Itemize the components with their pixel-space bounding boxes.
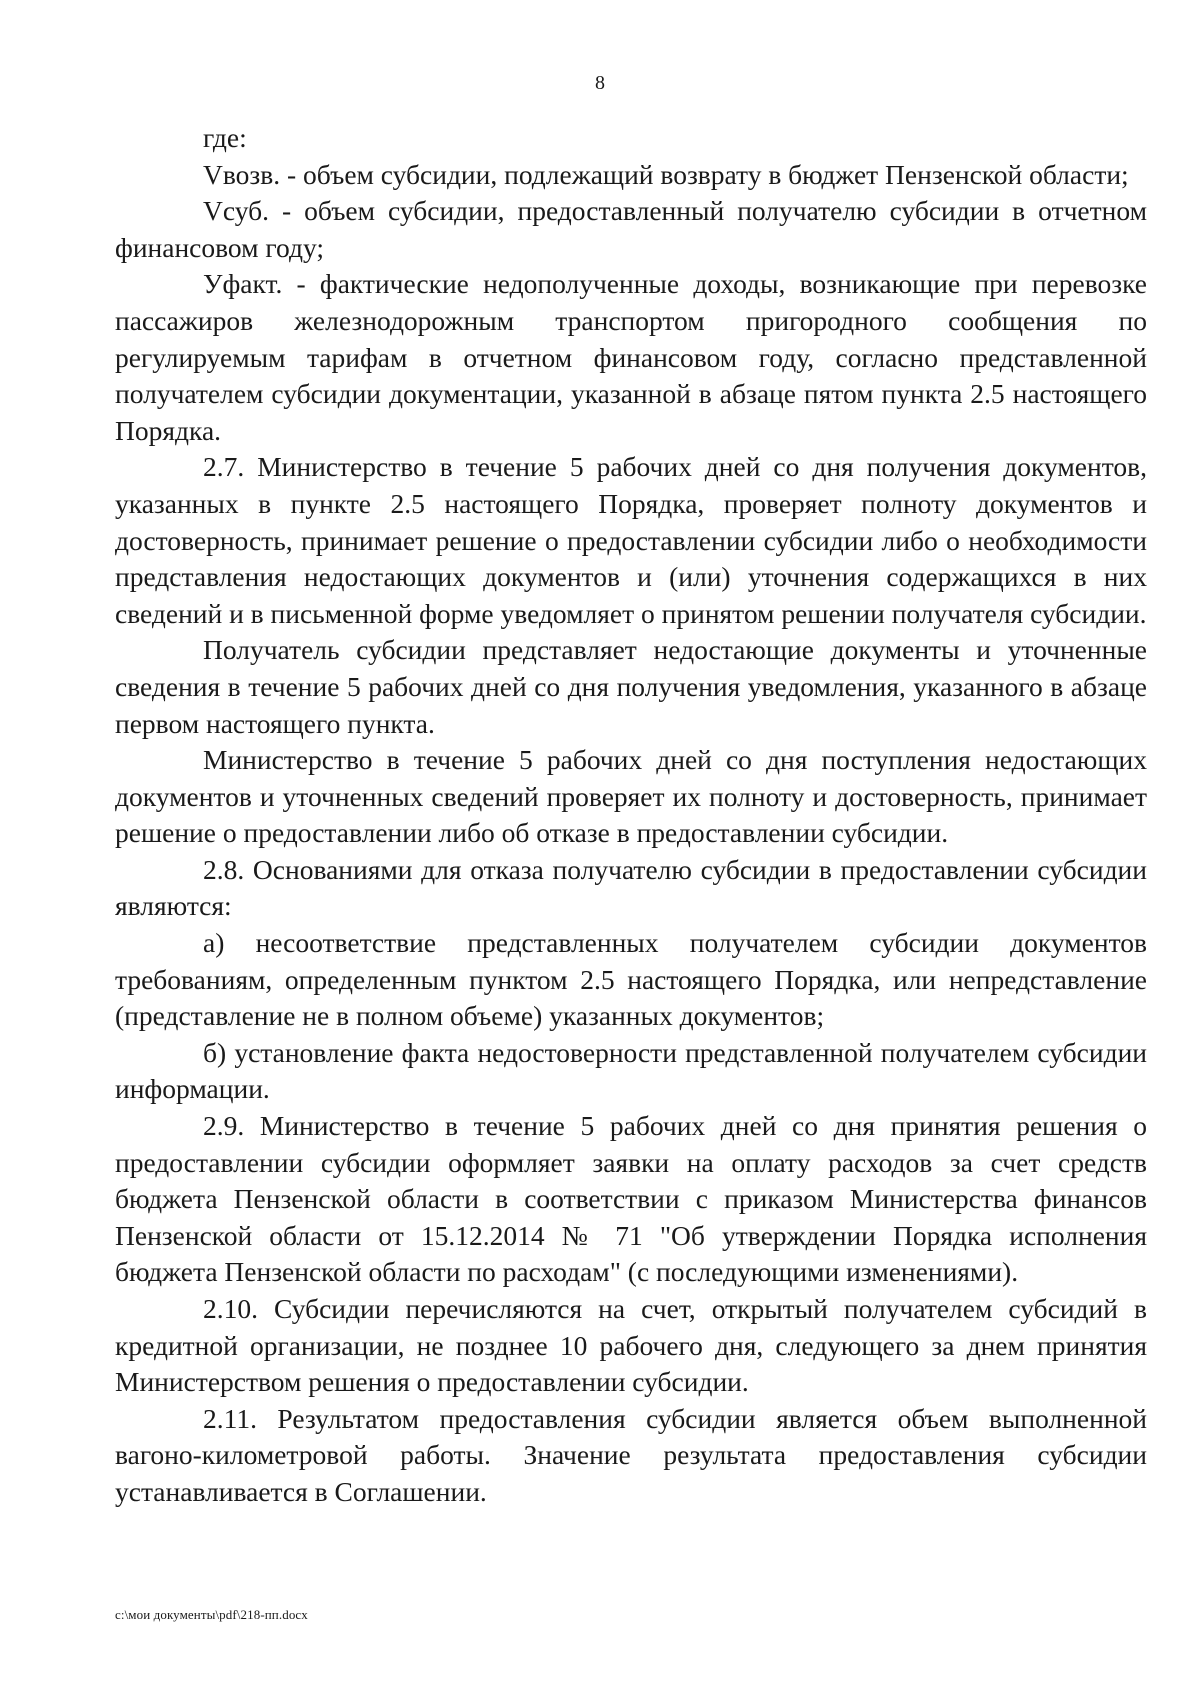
paragraph-v-sub: Vсуб. - объем субсидии, предоставленный получателю субсидии в отчетном финансовом году; <box>115 195 1147 263</box>
paragraph-2-8-a: а) несоответствие представленных получателем субсидии документов требованиям, определенным пунктом 2.5 настоящего Порядка, или непредставление (представление не в полном объеме) указанных документов; <box>115 927 1147 1032</box>
paragraph-2-10: 2.10. Субсидии перечисляются на счет, открытый получателем субсидий в кредитной организации, не позднее 10 рабочего дня, следующего за днем принятия Министерством решения о предоставлении субсидии. <box>115 1293 1147 1398</box>
paragraph-2-8-b: б) установление факта недостоверности представленной получателем субсидии информации. <box>115 1036 1147 1105</box>
paragraph-where: где: <box>203 122 247 153</box>
paragraph-v-return: Vвозв. - объем субсидии, подлежащий возврату в бюджет Пензенской области; <box>203 158 1129 190</box>
paragraph-2-11: 2.11. Результатом предоставления субсидии является объем выполненной вагоно-километровой работы. Значение результата предоставления субсидии устанавливается в Соглашении. <box>115 1402 1147 1507</box>
paragraph-u-fact: Уфакт. - фактические недополученные доходы, возникающие при перевозке пассажиров железнодорожным транспортом пригородного сообщения по регулируемым тарифам в отчетном финансовом году, согласно представленной получателем субсидии документации, указанной в абзаце пятом пункта 2.5 настоящего Порядка. <box>115 268 1147 446</box>
paragraph-2-8: 2.8. Основаниями для отказа получателю субсидии в предоставлении субсидии являются: <box>115 853 1147 922</box>
footer-file-path: c:\мои документы\pdf\218-пп.docx <box>115 1607 308 1622</box>
paragraph-recipient-submits: Получатель субсидии представляет недостающие документы и уточненные сведения в течение 5 рабочих дней со дня получения уведомления, указанного в абзаце первом настоящего пункта. <box>115 634 1147 739</box>
paragraph-2-7: 2.7. Министерство в течение 5 рабочих дней со дня получения документов, указанных в пункте 2.5 настоящего Порядка, проверяет полноту документов и достоверность, принимает решение о предоставлении субсидии либо о необходимости представления недостающих документов и (или) уточнения содержащихся в них сведений и в письменной форме уведомляет о принятом решении получателя субсидии. <box>115 451 1147 629</box>
paragraph-2-9: 2.9. Министерство в течение 5 рабочих дней со дня принятия решения о предоставлении субсидии оформляет заявки на оплату расходов за счет средств бюджета Пензенской области в соответствии с приказом Министерства финансов Пензенской области от 15.12.2014 № 71 "Об утверждении Порядка исполнения бюджета Пензенской области по расходам" (с последующими изменениями). <box>115 1110 1147 1288</box>
document-body <box>115 120 1147 1511</box>
paragraph-ministry-checks: Министерство в течение 5 рабочих дней со дня поступления недостающих документов и уточненных сведений проверяет их полноту и достоверность, принимает решение о предоставлении либо об отказе в предоставлении субсидии. <box>115 744 1147 849</box>
page-number: 8 <box>595 72 605 94</box>
